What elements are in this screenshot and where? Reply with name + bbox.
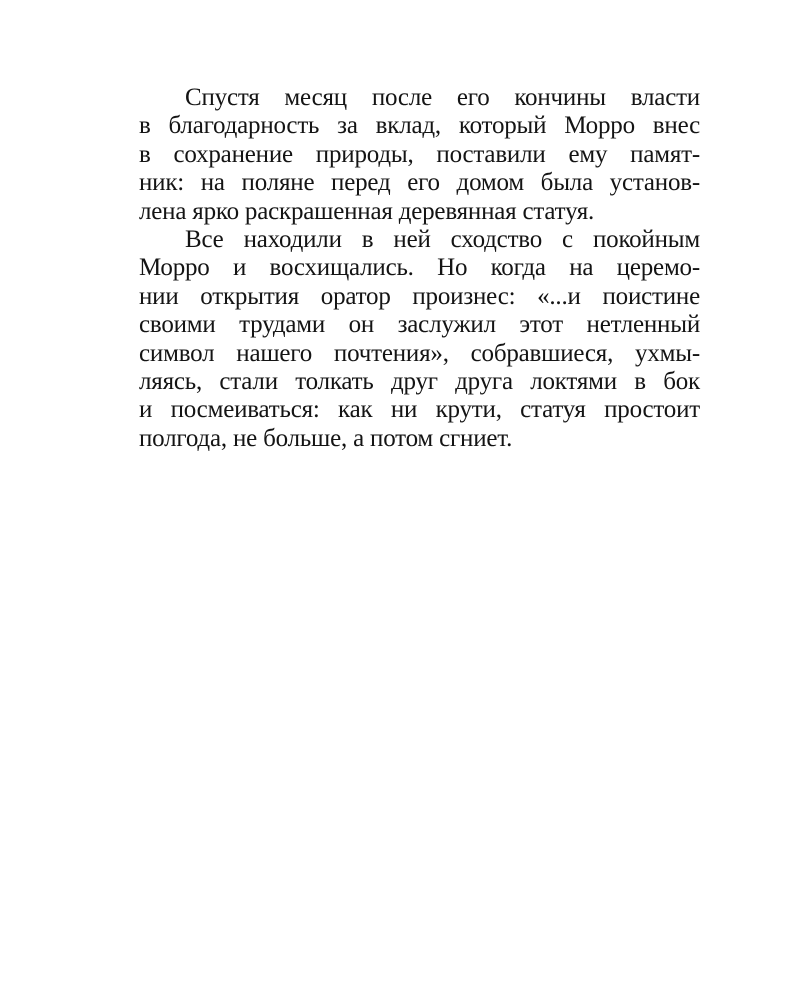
text-line: своими трудами он заслужил этот нетленный <box>139 311 700 339</box>
text-line: Морро и восхищались. Но когда на церемо- <box>139 254 700 282</box>
text-line: Спустя месяц после его кончины власти <box>185 84 700 111</box>
text-line: в сохранение природы, поставили ему памят- <box>139 140 700 168</box>
text-line: Все находили в ней сходство с покойным <box>185 225 700 253</box>
text-line: ник: на поляне перед его домом была установ- <box>139 169 700 197</box>
text-line: ляясь, стали толкать друг друга локтями в бок <box>139 367 700 395</box>
text-line: символ нашего почтения», собравшиеся, ухмы- <box>139 339 700 367</box>
text-line: полгода, не больше, а потом сгниет. <box>139 424 513 452</box>
text-line: нии открытия оратор произнес: «...и поистине <box>139 282 700 310</box>
text-line: лена ярко раскрашенная деревянная статуя. <box>139 197 595 225</box>
paragraph-2 <box>139 226 700 453</box>
text-line: в благодарность за вклад, который Морро внес <box>139 112 700 140</box>
paragraph-1 <box>139 84 700 226</box>
page-text <box>139 84 700 453</box>
text-line: и посмеиваться: как ни крути, статуя простоит <box>139 396 700 424</box>
